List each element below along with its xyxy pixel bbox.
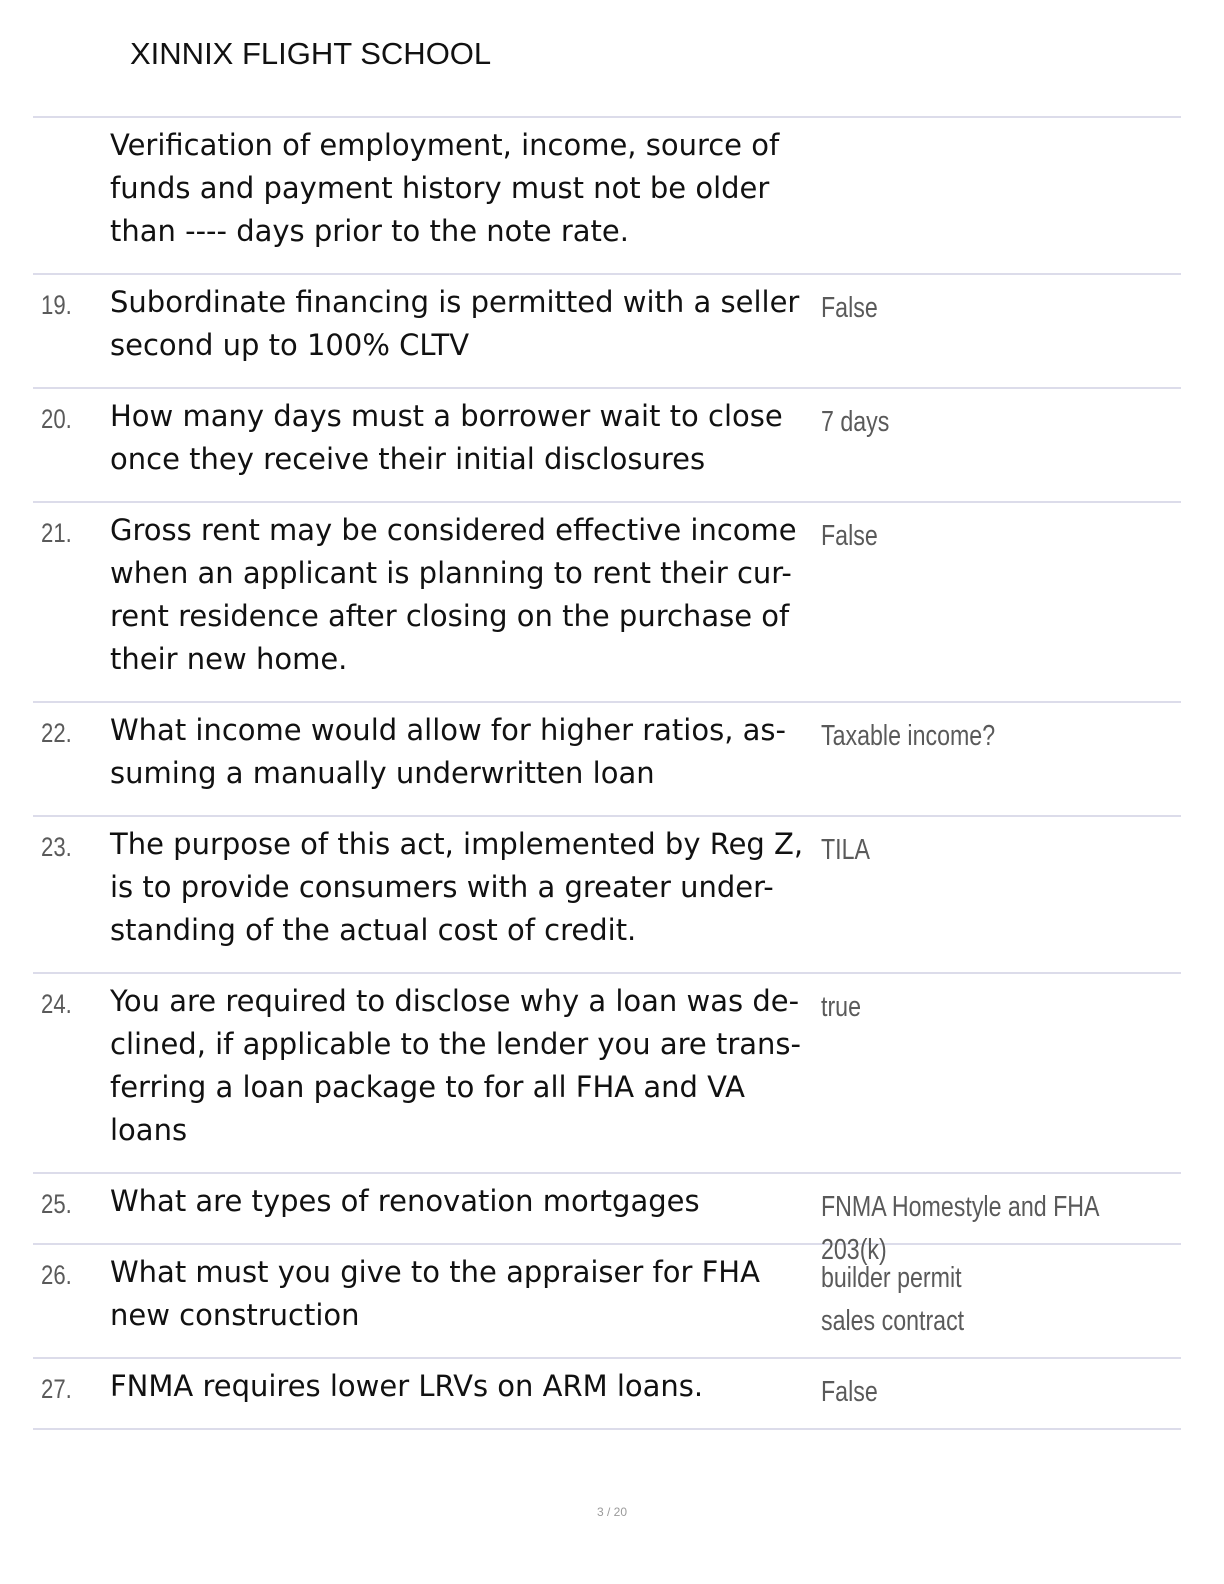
question-text: What income would allow for higher ratios, as-suming a manually underwritten loan xyxy=(110,713,786,790)
flashcard-row xyxy=(33,817,1181,974)
question-text: How many days must a borrower wait to close once they receive their initial disclosures xyxy=(110,399,783,476)
flashcard-row xyxy=(33,703,1181,817)
question-number: 20. xyxy=(41,404,72,434)
answer-text: 7 days xyxy=(821,406,890,438)
answer-text: Taxable income? xyxy=(821,720,996,752)
flashcard-row xyxy=(33,1174,1181,1266)
question-text: What must you give to the appraiser for FHA new construction xyxy=(110,1255,760,1332)
question-text: Gross rent may be considered effective income when an applicant is planning to rent their cur-rent residence after closing on the purchase of their new home. xyxy=(110,513,797,676)
flashcard-row xyxy=(33,1359,1181,1430)
flashcard-row xyxy=(33,974,1181,1174)
question-text: You are required to disclose why a loan was de-clined, if applicable to the lender you are trans-ferring a loan package to for all FHA and VA loans xyxy=(110,984,802,1147)
flashcard-row xyxy=(33,503,1181,703)
question-number: 25. xyxy=(41,1189,72,1219)
answer-text: true xyxy=(821,991,861,1023)
question-text: The purpose of this act, implemented by Reg Z, is to provide consumers with a greater under-standing of the actual cost of credit. xyxy=(110,827,804,947)
question-text: FNMA requires lower LRVs on ARM loans. xyxy=(110,1369,704,1403)
question-number: 23. xyxy=(41,832,72,862)
flashcard-row xyxy=(33,275,1181,389)
flashcard-row xyxy=(33,1245,1181,1359)
question-text: What are types of renovation mortgages xyxy=(110,1184,700,1218)
flashcard-row xyxy=(33,389,1181,503)
question-number: 21. xyxy=(41,518,72,548)
answer-text: builder permit sales contract xyxy=(821,1262,965,1337)
answer-text: False xyxy=(821,520,878,552)
answer-text: TILA xyxy=(821,834,870,866)
question-number: 22. xyxy=(41,718,72,748)
question-number: 24. xyxy=(41,989,72,1019)
page-header-title: XINNIX FLIGHT SCHOOL xyxy=(130,36,492,71)
answer-text: FNMA Homestyle and FHA 203(k) xyxy=(821,1191,1099,1266)
question-text: Subordinate financing is permitted with a seller second up to 100% CLTV xyxy=(110,285,800,362)
page-number: 3 / 20 xyxy=(596,1505,628,1519)
answer-text: False xyxy=(821,1376,878,1408)
question-text: Verification of employment, income, source of funds and payment history must not be older than ---- days prior to the note rate. xyxy=(110,128,780,248)
flashcard-list xyxy=(33,116,1181,1430)
question-number: 27. xyxy=(41,1374,72,1404)
answer-text: False xyxy=(821,292,878,324)
question-number: 19. xyxy=(41,290,72,320)
flashcard-row xyxy=(33,118,1181,275)
question-number: 26. xyxy=(41,1260,72,1290)
